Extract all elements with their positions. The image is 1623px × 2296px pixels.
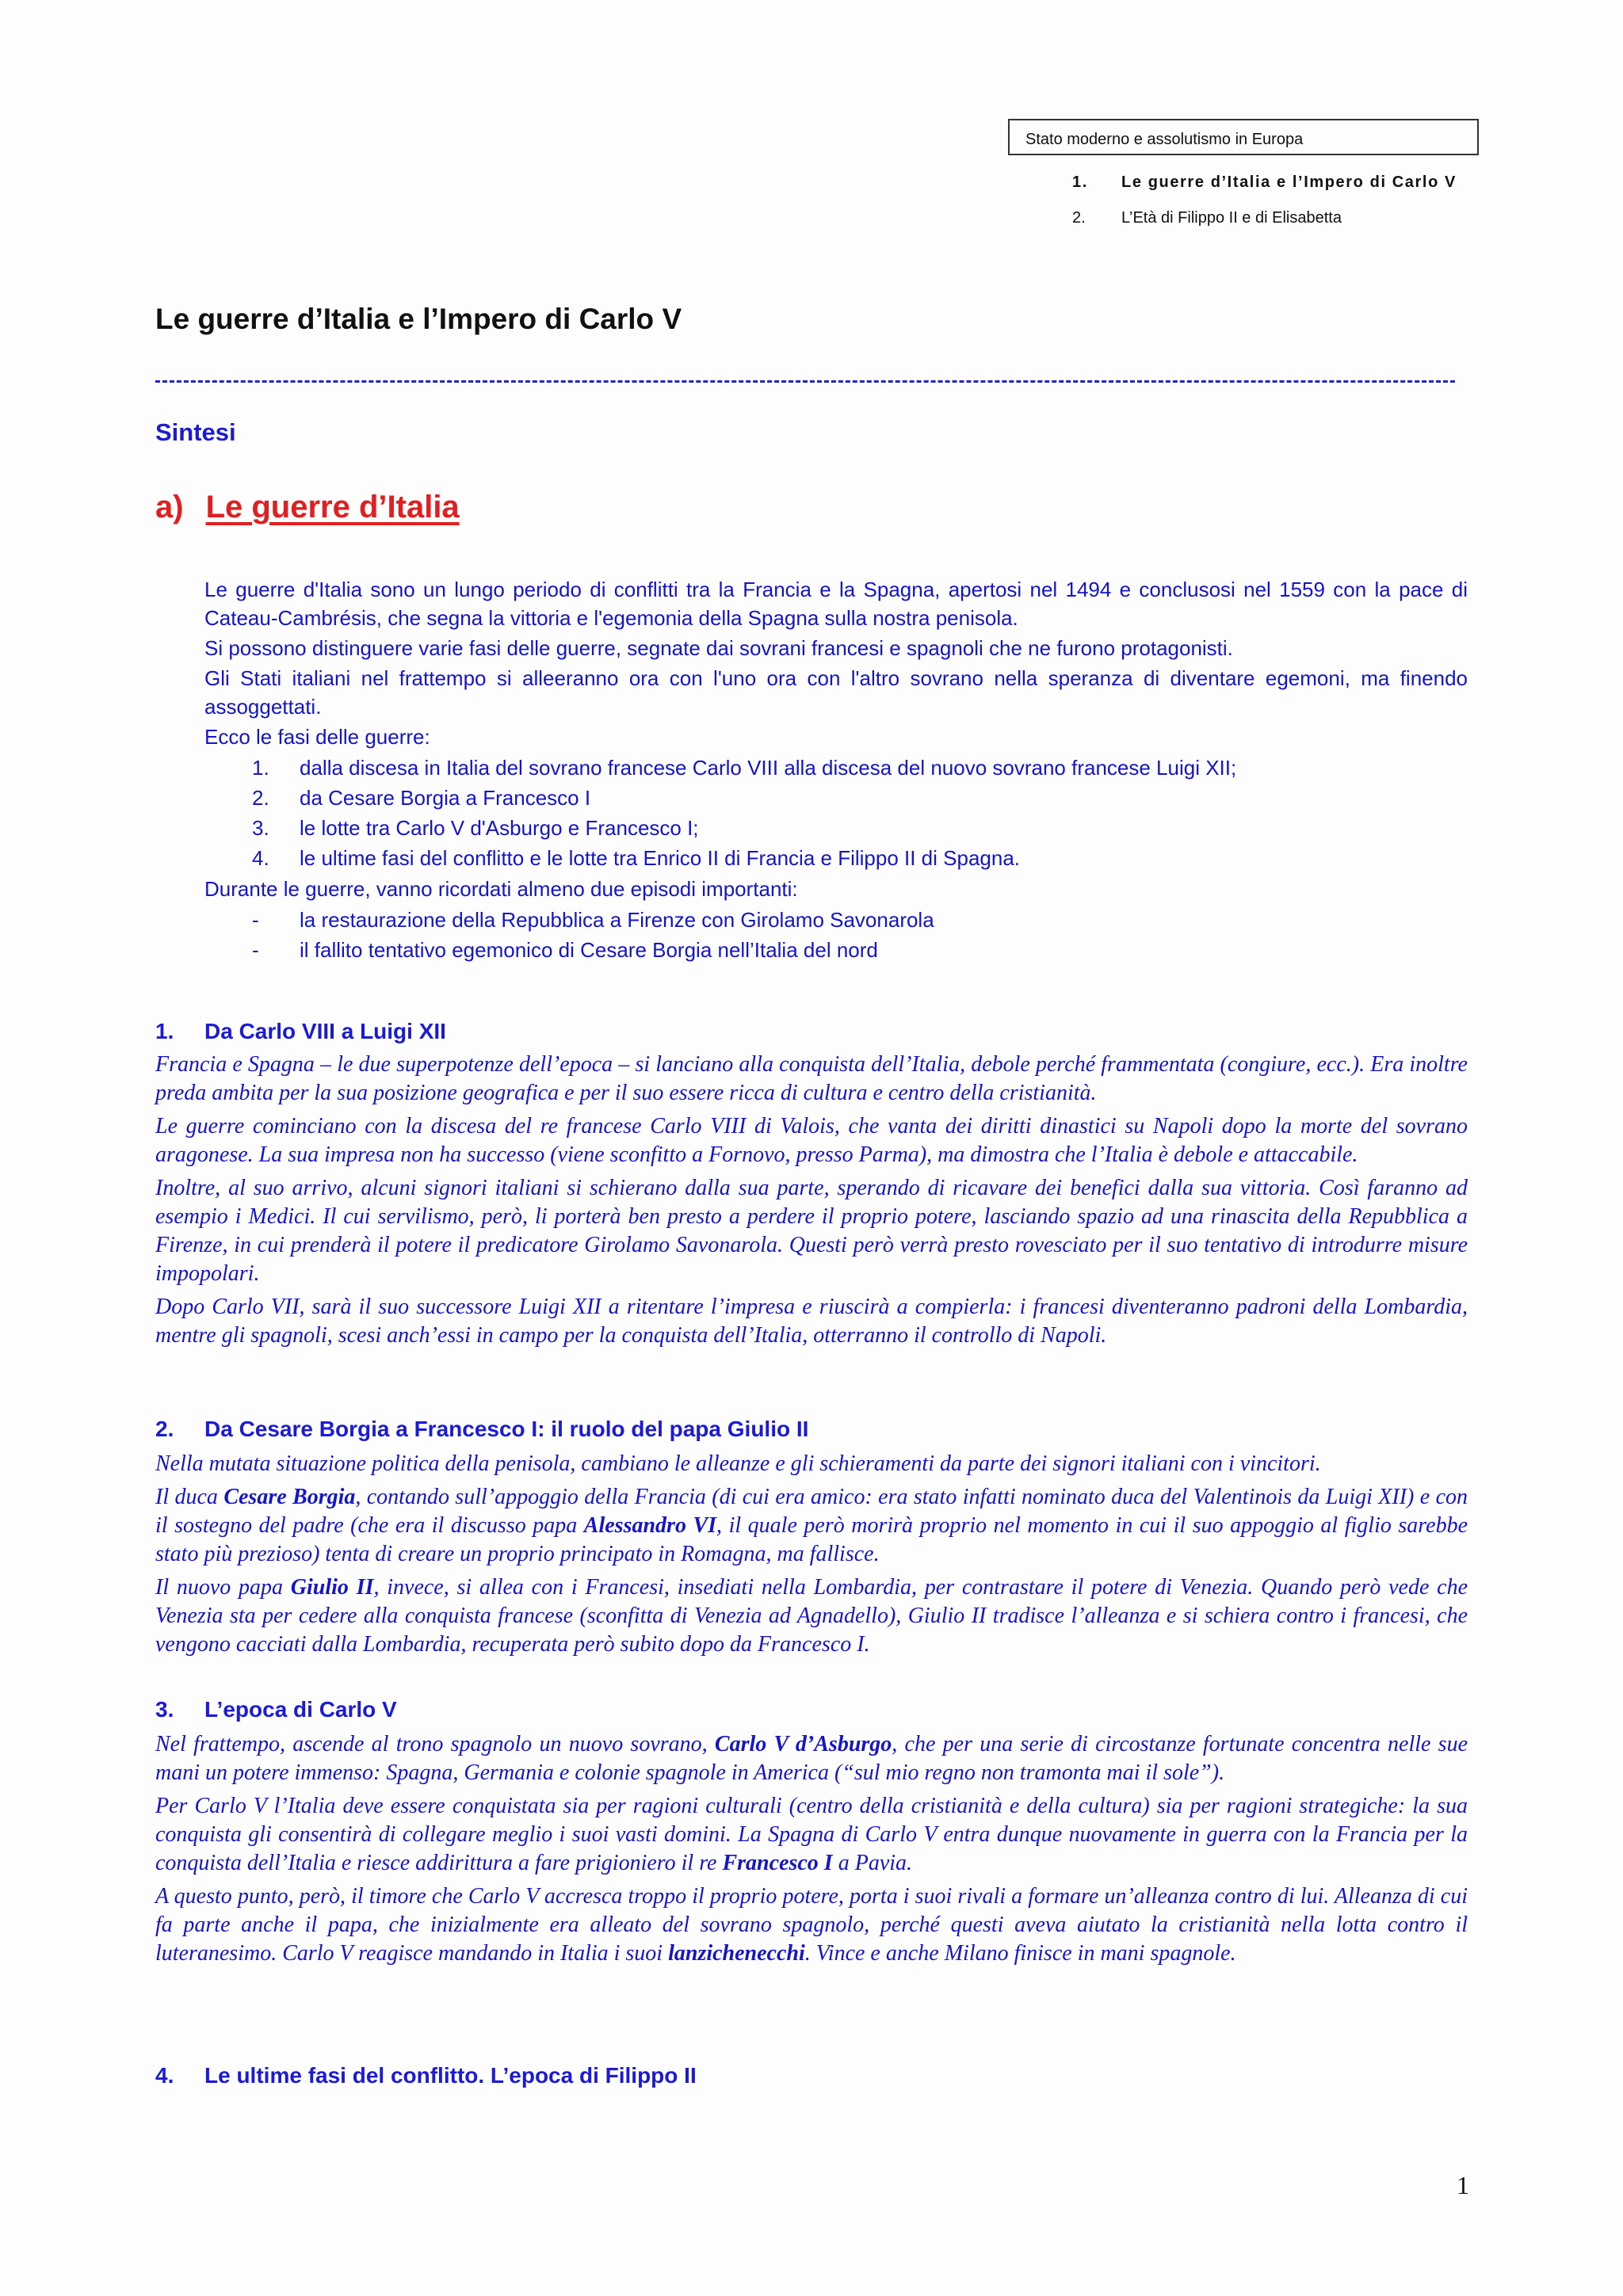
body-paragraph: Inoltre, al suo arrivo, alcuni signori italiani si schierano dalla sua parte, sperando di ricavare dei benefici dalla sua vittoria. Così faranno ad esempio i Medici. Il cui servilismo, però, li porterà ben presto a perdere il proprio potere, lasciando spazio ad una rinascita della Repubblica a Firenze, in cui prenderà il potere il predicatore Girolamo Savonarola. Questi però verrà presto rovesciato per il suo tentativo di introdurre misure impopolari. (155, 1176, 1468, 1286)
text-run: , contando sull’appoggio della Francia (di cui era amico: era stato infatti nominato duca del Valentinois da Luigi XII) e con il sostegno del padre (che era il discusso papa (155, 1485, 1468, 1538)
list-number: 3. (252, 816, 269, 840)
list-text: il fallito tentativo egemonico di Cesare Borgia nell’Italia del nord (300, 938, 878, 962)
dashed-divider (155, 380, 1455, 383)
section-3-body (155, 1730, 1468, 1973)
text-run: , che per una serie di circostanze fortunate concentra nelle sue mani un potere immenso: Spagna, Germania e colonie spagnole in America (“sul mio regno non tramonta mai il sole”). (155, 1732, 1468, 1785)
list-number: 4. (252, 846, 269, 870)
text-run: , il quale però morirà proprio nel momento in cui il suo appoggio al figlio sarebbe stato più prezioso) tenta di creare un proprio principato in Romagna, ma fallisce. (155, 1513, 1468, 1566)
body-paragraph: Dopo Carlo VII, sarà il suo successore Luigi XII a ritentare l’impresa e riuscirà a compierla: i francesi diventeranno padroni della Lombardia, mentre gli spagnoli, scesi anch’essi in campo per la conquista dell’Italia, otterranno il controllo di Napoli. (155, 1295, 1468, 1348)
body-paragraph (155, 1882, 1468, 1968)
section-3-heading (155, 1697, 397, 1722)
toc-item-2[interactable] (1072, 207, 1484, 229)
intro-paragraph: Gli Stati italiani nel frattempo si alleeranno ora con l'uno ora con l'altro sovrano nella speranza di diventare egemoni, ma finendo assoggettati. (204, 666, 1468, 719)
section-number: 4. (155, 2063, 174, 2088)
text-run: A questo punto, però, il timore che Carlo V accresca troppo il proprio potere, porta i suoi rivali a formare un’alleanza contro di lui. Alleanza di cui fa parte anche il papa, che inizialmente era alleato del sovrano spagnolo, perché questi aveva aiutato la cristianità nella lotta contro il luteranesimo. Carlo V reagisce mandando in Italia i suoi (155, 1884, 1468, 1966)
section-title: Da Carlo VIII a Luigi XII (204, 1019, 446, 1043)
toc-item-label: L’Età di Filippo II e di Elisabetta (1121, 209, 1342, 227)
episodes-list (204, 905, 1468, 965)
section-4-heading (155, 2063, 697, 2088)
text-run: a Pavia. (832, 1851, 913, 1875)
list-item (204, 753, 1468, 783)
toc-item-label: Le guerre d’Italia e l’Impero di Carlo V (1121, 174, 1457, 191)
list-text: la restaurazione della Repubblica a Firenze con Girolamo Savonarola (300, 908, 934, 932)
body-paragraph (155, 1730, 1468, 1787)
body-paragraph: Nella mutata situazione politica della penisola, cambiano le alleanze e gli schieramenti da parte dei signori italiani con i vincitori. (155, 1451, 1321, 1476)
section-title: Le ultime fasi del conflitto. L’epoca di Filippo II (204, 2063, 697, 2088)
list-number: 2. (252, 786, 269, 810)
page-title: Le guerre d’Italia e l’Impero di Carlo V (155, 303, 682, 335)
section-1-heading (155, 1019, 446, 1044)
text-run: Per Carlo V l’Italia deve essere conquistata sia per ragioni culturali (centro della cristianità e della cultura) sia per ragioni strategiche: la sua conquista gli consentirà di collegare meglio i suoi vasti domini. La Spagna di Carlo V entra dunque nuovamente in guerra con la Francia per la conquista dell’Italia e riesce addirittura a fare prigioniero il re (155, 1794, 1468, 1875)
list-item (204, 935, 1468, 965)
intro-paragraph: Ecco le fasi delle guerre: (204, 725, 430, 749)
text-run: Il nuovo papa (155, 1575, 291, 1600)
toc-item-1[interactable] (1072, 170, 1484, 196)
section-number: 3. (155, 1697, 174, 1722)
intro-block (204, 575, 1468, 967)
section-number: 2. (155, 1417, 174, 1441)
body-paragraph: Le guerre cominciano con la discesa del re francese Carlo VIII di Valois, che vanta dei diritti dinastici su Napoli dopo la morte del sovrano aragonese. La sua impresa non ha successo (viene sconfitto a Fornovo, presso Parma), ma dimostra che l’Italia è debole e attaccabile. (155, 1114, 1468, 1167)
emphasis-name: lanzichenecchi (668, 1941, 805, 1966)
intro-paragraph: Le guerre d'Italia sono un lungo periodo di conflitti tra la Francia e la Spagna, apertosi nel 1494 e conclusosi nel 1559 con la pace di Cateau-Cambrésis, che segna la vittoria e l'egemonia della Spagna sulla nostra penisola. (204, 578, 1468, 630)
section-number: 1. (155, 1019, 174, 1043)
sintesi-heading: Sintesi (155, 418, 236, 446)
list-item (204, 843, 1468, 873)
body-paragraph (155, 1483, 1468, 1569)
list-text: da Cesare Borgia a Francesco I (300, 786, 591, 810)
section-1-body (155, 1051, 1468, 1355)
toc-item-number: 1. (1072, 174, 1088, 191)
list-item (204, 813, 1468, 843)
list-bullet: - (252, 908, 259, 932)
text-run: Il duca (155, 1485, 224, 1509)
emphasis-name: Alessandro VI (583, 1513, 717, 1538)
text-run: . Vince e anche Milano finisce in mani spagnole. (804, 1941, 1236, 1966)
section-a-title: Le guerre d’Italia (205, 490, 460, 524)
emphasis-name: Cesare Borgia (223, 1485, 356, 1509)
section-letter: a) (155, 490, 184, 524)
list-number: 1. (252, 756, 269, 780)
section-2-body (155, 1450, 1468, 1664)
header-box-title: Stato moderno e assolutismo in Europa (1008, 119, 1479, 155)
list-bullet: - (252, 938, 259, 962)
list-text: dalla discesa in Italia del sovrano francese Carlo VIII alla discesa del nuovo sovrano francese Luigi XII; (300, 756, 1237, 780)
emphasis-name: Giulio II (290, 1575, 374, 1600)
body-paragraph (155, 1792, 1468, 1878)
list-text: le ultime fasi del conflitto e le lotte tra Enrico II di Francia e Filippo II di Spagna. (300, 846, 1021, 870)
emphasis-name: Francesco I (722, 1851, 833, 1875)
section-2-heading (155, 1417, 808, 1442)
list-text: le lotte tra Carlo V d'Asburgo e Francesco I; (300, 816, 699, 840)
section-title: Da Cesare Borgia a Francesco I: il ruolo del papa Giulio II (204, 1417, 809, 1441)
emphasis-name: Carlo V d’Asburgo (714, 1732, 892, 1756)
intro-paragraph: Durante le guerre, vanno ricordati almeno due episodi importanti: (204, 877, 798, 901)
text-run: Nel frattempo, ascende al trono spagnolo un nuovo sovrano, (155, 1732, 715, 1756)
body-paragraph (155, 1573, 1468, 1659)
section-a-heading (155, 490, 460, 525)
table-of-contents (1072, 170, 1484, 229)
text-run: , invece, si allea con i Francesi, insediati nella Lombardia, per contrastare il potere di Venezia. Quando però vede che Venezia sta per cedere alla conquista francese (sconfitta di Venezia ad Agnadello), Giulio II tradisce l’alleanza e si schiera contro i francesi, che vengono cacciati dalla Lombardia, recuperata però subito dopo da Francesco I. (155, 1575, 1468, 1657)
section-title: L’epoca di Carlo V (204, 1697, 397, 1722)
body-paragraph: Francia e Spagna – le due superpotenze dell’epoca – si lanciano alla conquista dell’Italia, debole perché frammentata (congiure, ecc.). Era inoltre preda ambita per la sua posizione geografica e per il suo essere ricca di cultura e centro della cristianità. (155, 1052, 1468, 1105)
phases-list (204, 753, 1468, 873)
list-item (204, 905, 1468, 935)
page-number: 1 (1457, 2171, 1469, 2199)
intro-paragraph: Si possono distinguere varie fasi delle guerre, segnate dai sovrani francesi e spagnoli che ne furono protagonisti. (204, 636, 1233, 660)
list-item (204, 783, 1468, 813)
toc-item-number: 2. (1072, 209, 1086, 227)
